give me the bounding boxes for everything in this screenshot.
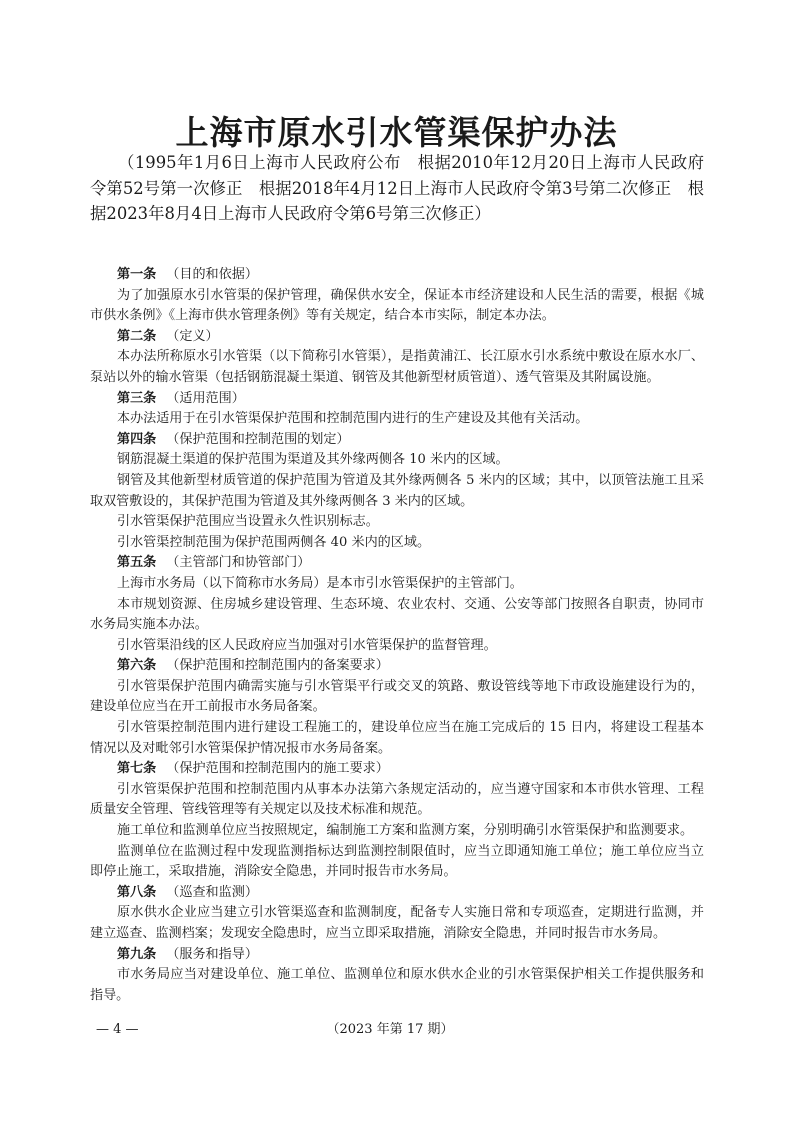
article-paragraph: 引水管渠保护范围应当设置永久性识别标志。 (117, 514, 379, 530)
article-paragraph: 引水管渠控制范围为保护范围两侧各 40 米内的区域。 (117, 534, 431, 550)
article-number: 第二条 (117, 328, 157, 344)
article-topic: （保护范围和控制范围的划定） (166, 431, 350, 447)
article-number: 第六条 (117, 658, 157, 674)
article-topic: （定义） (166, 328, 219, 344)
article-number: 第七条 (117, 761, 157, 777)
article-number: 第一条 (117, 267, 157, 282)
document-subtitle: （1995年1月6日上海市人民政府公布 根据2010年12月20日上海市人民政府令第52号第一次修正 根据2018年4月12日上海市人民政府令第3号第二次修正 根据2023年8月4日上海市人民政府令第6号第三次修正） (90, 153, 704, 224)
article-paragraph: 本办法适用于在引水管渠保护范围和控制范围内进行的生产建设及其他有关活动。 (117, 411, 589, 427)
article-heading (90, 430, 704, 451)
article-topic: （主管部门和协管部门） (166, 555, 311, 571)
article-topic: （保护范围和控制范围内的施工要求） (166, 761, 389, 777)
article-topic: （巡查和监测） (166, 884, 258, 900)
article-heading (90, 389, 704, 410)
article-paragraph: 本办法所称原水引水管渠（以下简称引水管渠），是指黄浦江、长江原水引水系统中敷设在原水水厂、泵站以外的输水管渠（包括钢筋混凝土渠道、钢管及其他新型材质管道）、透气管渠及其附属设施。 (90, 349, 704, 385)
article-number: 第五条 (117, 555, 157, 571)
article-paragraph: 引水管渠沿线的区人民政府应当加强对引水管渠保护的监督管理。 (117, 637, 497, 653)
article-paragraph: 引水管渠控制范围内进行建设工程施工的，建设单位应当在施工完成后的 15 日内，将建设工程基本情况以及对毗邻引水管渠保护情况报市水务局备案。 (90, 720, 704, 756)
issue-label: （2023 年第 17 期） (326, 1022, 454, 1037)
article-paragraph: 为了加强原水引水管渠的保护管理，确保供水安全，保证本市经济建设和人民生活的需要，根据《城市供水条例》《上海市供水管理条例》等有关规定，结合本市实际，制定本办法。 (90, 287, 704, 324)
article-paragraph: 施工单位和监测单位应当按照规定，编制施工方案和监测方案，分别明确引水管渠保护和监测要求。 (117, 823, 694, 839)
article-paragraph: 引水管渠保护范围和控制范围内从事本办法第六条规定活动的，应当遵守国家和本市供水管理、工程质量安全管理、管线管理等有关规定以及技术标准和规范。 (90, 781, 704, 818)
article-heading (90, 945, 704, 966)
article-paragraph: 钢管及其他新型材质管道的保护范围为管道及其外缘两侧各 5 米内的区域；其中，以顶管法施工且采取双管敷设的，其保护范围为管道及其外缘两侧各 3 米内的区域。 (90, 472, 704, 509)
article-number: 第八条 (117, 884, 157, 900)
article-heading (90, 553, 704, 574)
article-number: 第四条 (117, 431, 157, 447)
article-paragraph: 上海市水务局（以下简称市水务局）是本市引水管渠保护的主管部门。 (117, 575, 523, 591)
article-paragraph: 引水管渠保护范围内确需实施与引水管渠平行或交叉的筑路、敷设管线等地下市政设施建设行为的，建设单位应当在开工前报市水务局备案。 (90, 678, 704, 715)
article-number: 第三条 (117, 390, 157, 406)
document-title: 上海市原水引水管渠保护办法 (175, 113, 618, 152)
document-body (90, 265, 704, 1006)
article-number: 第九条 (117, 946, 157, 962)
article-heading (90, 656, 704, 677)
article-heading (90, 883, 704, 904)
article-heading (90, 265, 704, 286)
article-topic: （适用范围） (166, 390, 245, 406)
article-heading (90, 759, 704, 780)
page-number: — 4 — (96, 1022, 139, 1037)
article-paragraph: 市水务局应当对建设单位、施工单位、监测单位和原水供水企业的引水管渠保护相关工作提供服务和指导。 (90, 967, 704, 1003)
article-topic: （目的和依据） (166, 267, 258, 282)
article-topic: （保护范围和控制范围内的备案要求） (166, 658, 389, 674)
article-paragraph: 原水供水企业应当建立引水管渠巡查和监测制度，配备专人实施日常和专项巡查，定期进行监测，并建立巡查、监测档案；发现安全隐患时，应当立即采取措施，消除安全隐患，并同时报告市水务局。 (90, 905, 704, 941)
article-heading (90, 327, 704, 348)
article-paragraph: 本市规划资源、住房城乡建设管理、生态环境、农业农村、交通、公安等部门按照各自职责，协同市水务局实施本办法。 (90, 596, 704, 633)
article-paragraph: 监测单位在监测过程中发现监测指标达到监测控制限值时，应当立即通知施工单位；施工单位应当立即停止施工，采取措施，消除安全隐患，并同时报告市水务局。 (90, 843, 704, 880)
article-topic: （服务和指导） (166, 946, 258, 962)
article-paragraph: 钢筋混凝土渠道的保护范围为渠道及其外缘两侧各 10 米内的区域。 (117, 452, 509, 468)
